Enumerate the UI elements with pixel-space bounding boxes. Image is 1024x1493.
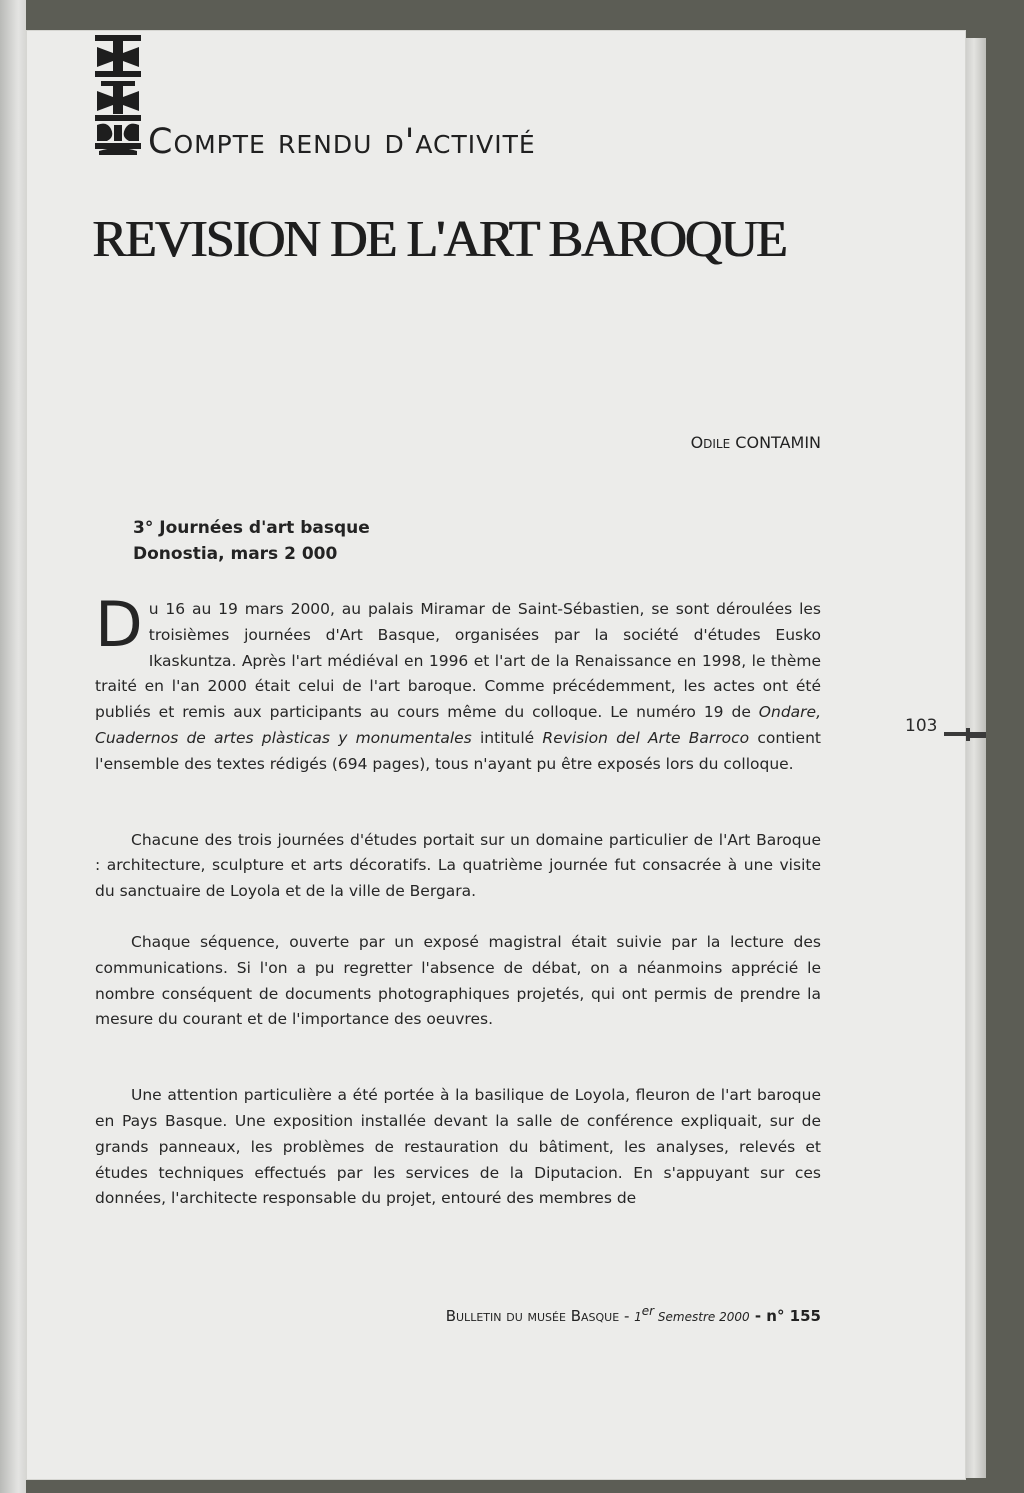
subtitle-line-1: 3° Journées d'art basque: [133, 518, 370, 538]
page-footer: [446, 1304, 821, 1325]
article-body: [95, 588, 821, 1212]
article-title: REVISION DE L'ART BAROQUE: [92, 211, 786, 268]
paragraph-2: Chacune des trois journées d'études portait sur un domaine particulier de l'Art Baroque : architecture, sculpture et arts décoratifs. La quatrième journée fut consacrée à une visite du sanctuaire de Loyola et de la ville de Bergara.: [95, 830, 821, 901]
left-page-edge: [0, 0, 26, 1493]
paragraph-1-text: u 16 au 19 mars 2000, au palais Miramar de Saint-Sébastien, se sont déroulées les troisièmes journées d'Art Basque, organisées par la société d'études Eusko Ikaskuntza. Après l'art médiéval en 1996 et l'art de la Renaissance en 1998, le thème traité en l'an 2000 était celui de l'art baroque. Comme précédemment, les actes ont été publiés et remis aux participants au cours même du colloque. Le numéro 19 de: [95, 600, 821, 722]
paragraph-1-end: contient l'ensemble des textes rédigés (694 pages), tous n'ayant pu être exposés lors du colloque.: [95, 728, 821, 773]
paragraph-3: Chaque séquence, ouverte par un exposé magistral était suivie par la lecture des communications. Si l'on a pu regretter l'absence de débat, on a néanmoins apprécié le nombre conséquent de documents photographiques projetés, qui ont permis de prendre la mesure du courant et de l'importance des oeuvres.: [95, 932, 821, 1029]
subtitle-line-2: Donostia, mars 2 000: [133, 544, 338, 564]
bulletin-number: - n° 155: [749, 1307, 821, 1325]
section-header: Compte rendu d'activité: [148, 122, 536, 162]
paragraph-1: [95, 588, 821, 778]
page-tab-marker: [944, 728, 986, 741]
ondare-title: Ondare, Cuadernos de artes plàsticas y monumentales: [95, 703, 821, 747]
basque-ornament-icon: [93, 33, 143, 157]
author-initial: O: [690, 433, 704, 452]
page-stack-edge: [966, 38, 986, 1478]
issue-semester: Semestre 2000: [654, 1310, 750, 1324]
page-number: 103: [905, 716, 938, 736]
author-name: [691, 433, 821, 452]
footer-separator: -: [619, 1307, 635, 1325]
paragraph-1-mid: intitulé: [471, 728, 543, 747]
issue-number: 1: [634, 1310, 642, 1324]
drop-cap: D: [95, 588, 143, 661]
article-subtitle: [133, 515, 370, 567]
paragraph-4: Une attention particulière a été portée à la basilique de Loyola, fleuron de l'art baroque en Pays Basque. Une exposition installée devant la salle de conférence expliquait, sur de grands panneaux, les problèmes de restauration du bâtiment, les analyses, relevés et études techniques effectués par les services de la Diputacion. En s'appuyant sur ces données, l'architecte responsable du projet, entouré des membres de: [95, 1086, 821, 1208]
journal-name: Bulletin du musée Basque: [445, 1307, 620, 1325]
issue-superscript: er: [641, 1304, 655, 1318]
revision-title: Revision del Arte Barroco: [542, 728, 750, 747]
author-first-name-rest: DILE: [703, 437, 731, 451]
author-last-name: CONTAMIN: [735, 433, 821, 452]
